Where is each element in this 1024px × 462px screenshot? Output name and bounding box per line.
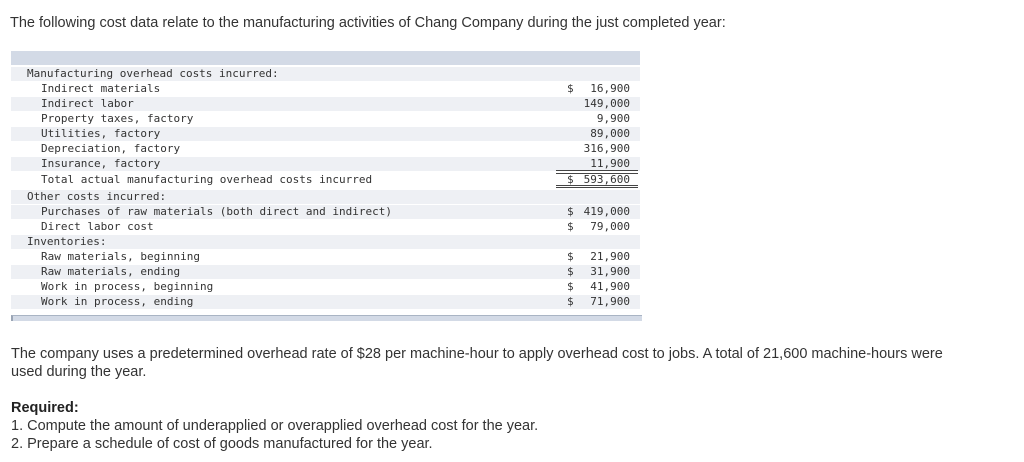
row-label: Raw materials, beginning	[41, 250, 200, 263]
row-amount	[556, 157, 638, 171]
row-label: Direct labor cost	[41, 220, 154, 233]
required-section	[11, 399, 971, 453]
amount-value: 149,000	[583, 97, 630, 110]
required-title: Required:	[11, 400, 79, 416]
amount-value: 11,900	[590, 157, 630, 170]
row-label: Purchases of raw materials (both direct and indirect)	[41, 205, 392, 218]
amount-value: 31,900	[590, 265, 630, 278]
row-label: Depreciation, factory	[41, 142, 181, 155]
table-row	[11, 142, 640, 156]
overhead-rate-paragraph: The company uses a predetermined overhead rate of $28 per machine-hour to apply overhead cost to jobs. A total of 21,600 machine-hours were used during the year.	[11, 346, 943, 380]
table-row	[11, 265, 640, 279]
table-row	[11, 220, 640, 234]
amount-value: 9,900	[596, 112, 630, 125]
amount-value: 593,600	[583, 173, 630, 186]
table-body	[11, 65, 640, 315]
table-row	[11, 205, 640, 219]
currency-symbol: $	[567, 220, 574, 233]
table-row	[11, 295, 640, 309]
amount-value: 89,000	[590, 127, 630, 140]
row-label: Work in process, beginning	[41, 280, 214, 293]
table-header-bar	[11, 51, 640, 65]
amount-value: 71,900	[590, 295, 630, 308]
table-row	[11, 190, 640, 204]
amount-value: 79,000	[590, 220, 630, 233]
amount-value: 316,900	[583, 142, 630, 155]
required-item: 2. Prepare a schedule of cost of goods manufactured for the year.	[11, 436, 433, 452]
table-row	[11, 280, 640, 294]
row-label: Insurance, factory	[41, 157, 161, 170]
row-amount	[556, 173, 638, 188]
table-row	[11, 67, 640, 81]
row-label: Total actual manufacturing overhead costs incurred	[41, 173, 373, 186]
row-label: Utilities, factory	[41, 127, 161, 140]
table-row	[11, 173, 640, 187]
required-item: 1. Compute the amount of underapplied or overapplied overhead cost for the year.	[11, 418, 539, 434]
table-row	[11, 127, 640, 141]
row-label: Manufacturing overhead costs incurred:	[27, 67, 279, 80]
currency-symbol: $	[567, 295, 574, 308]
row-label: Inventories:	[27, 235, 107, 248]
table-row	[11, 97, 640, 111]
row-label: Indirect labor	[41, 97, 134, 110]
table-row	[11, 235, 640, 249]
amount-value: 41,900	[590, 280, 630, 293]
table-footer-bar	[11, 315, 642, 321]
table-row	[11, 112, 640, 126]
table-row	[11, 82, 640, 96]
table-row	[11, 250, 640, 264]
row-label: Raw materials, ending	[41, 265, 181, 278]
currency-symbol: $	[567, 82, 574, 95]
table-row	[11, 157, 640, 171]
row-label: Indirect materials	[41, 82, 161, 95]
cost-data-table	[11, 51, 640, 320]
amount-value: 16,900	[590, 82, 630, 95]
row-label: Other costs incurred:	[27, 190, 167, 203]
intro-text: The following cost data relate to the manufacturing activities of Chang Company during the just completed year:	[10, 15, 726, 31]
amount-value: 21,900	[590, 250, 630, 263]
row-label: Work in process, ending	[41, 295, 194, 308]
amount-value: 419,000	[583, 205, 630, 218]
currency-symbol: $	[567, 280, 574, 293]
currency-symbol: $	[567, 205, 574, 218]
currency-symbol: $	[567, 265, 574, 278]
row-label: Property taxes, factory	[41, 112, 194, 125]
currency-symbol: $	[567, 173, 574, 186]
currency-symbol: $	[567, 250, 574, 263]
